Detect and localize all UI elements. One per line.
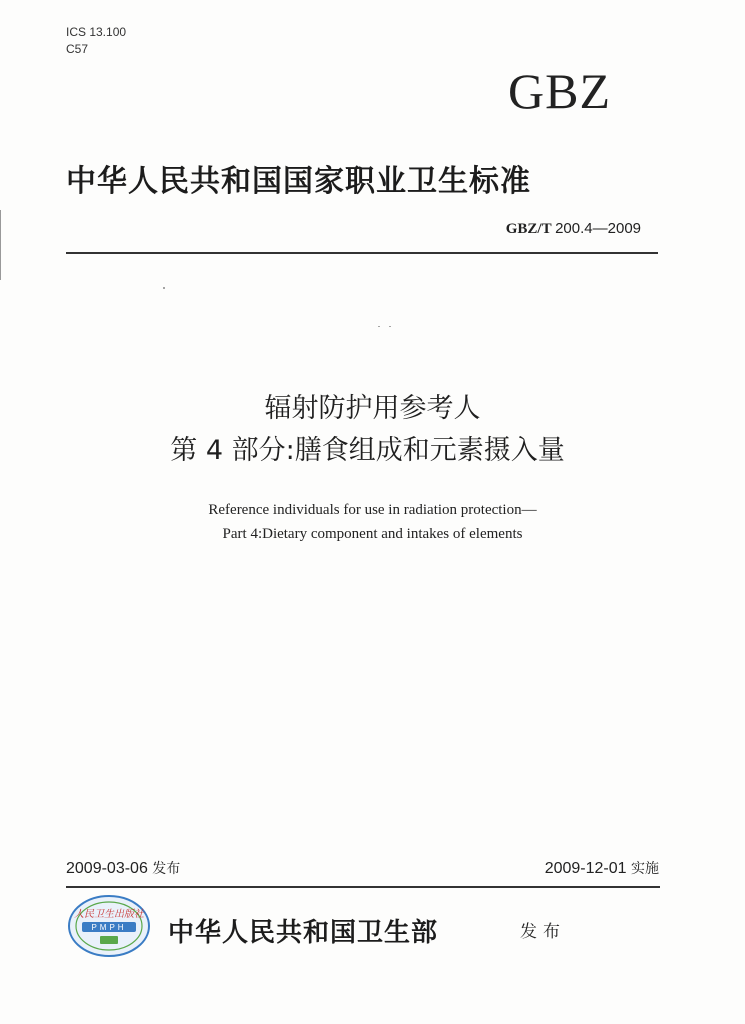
ccs-code: C57 — [66, 42, 89, 56]
english-title-line-2: Part 4:Dietary component and intakes of elements — [222, 526, 523, 542]
publisher-emblem-icon — [66, 893, 152, 959]
chinese-title-line-1: 辐射防护用参考人 — [264, 393, 481, 424]
publisher-name: 中华人民共和国卫生部 — [168, 918, 439, 948]
emblem-top-text: 人民卫生出版社 — [74, 909, 144, 920]
scan-speck — [389, 326, 391, 327]
organization-title: 中华人民共和国国家职业卫生标准 — [66, 164, 531, 199]
gbz-logo: GBZ — [508, 63, 611, 119]
implement-date-value: 2009-12-01 — [544, 860, 627, 877]
chinese-title — [0, 388, 745, 472]
english-title — [0, 498, 745, 546]
standard-number-value: 200.4—2009 — [555, 220, 641, 237]
bottom-divider — [66, 886, 660, 888]
implement-date — [545, 858, 659, 878]
emblem-band-text: PMPH — [91, 923, 127, 932]
issue-date-suffix: 发布 — [152, 861, 181, 877]
ics-code: ICS 13.100 — [66, 25, 127, 39]
standard-number — [506, 220, 641, 238]
english-title-line-1: Reference individuals for use in radiation protection— — [208, 502, 537, 518]
implement-date-suffix: 实施 — [631, 861, 659, 877]
chinese-title-line-2: 第 4 部分:膳食组成和元素摄入量 — [170, 435, 565, 466]
standard-prefix: GBZ/T — [505, 221, 556, 237]
top-divider — [66, 252, 658, 254]
scan-edge-mark — [0, 210, 1, 280]
publish-label: 发布 — [520, 922, 566, 942]
scan-speck — [378, 326, 380, 327]
issue-date — [66, 858, 180, 878]
classification-codes — [66, 24, 126, 58]
issue-date-value: 2009-03-06 — [66, 860, 148, 877]
scan-speck — [163, 287, 165, 289]
